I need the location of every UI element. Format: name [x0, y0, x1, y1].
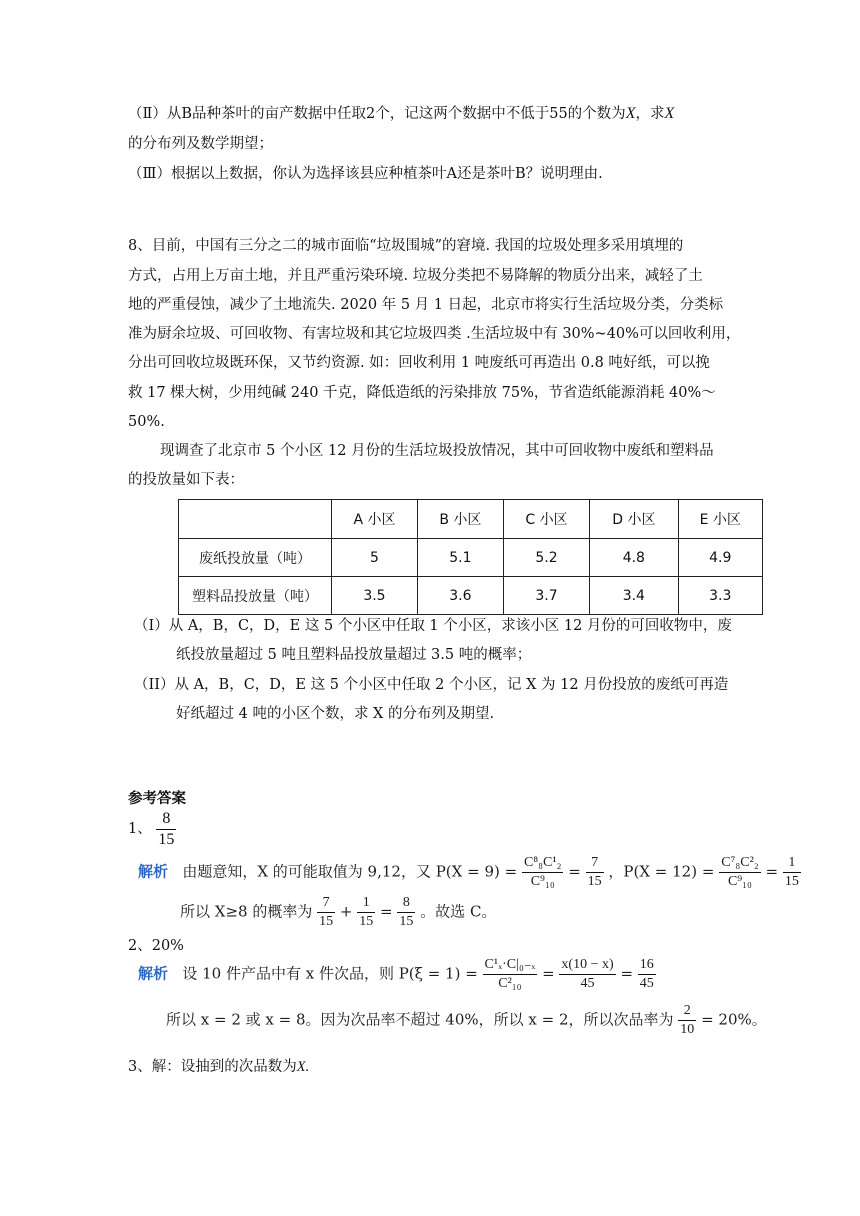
- table-cell: 3.3: [678, 577, 763, 615]
- table-cell: 4.9: [678, 539, 763, 577]
- row-label: 废纸投放量（吨）: [179, 539, 332, 577]
- q8-line-1: 8、目前，中国有三分之二的城市面临“垃圾围城”的窘境. 我国的垃圾处理多采用填埋的: [128, 238, 684, 254]
- combination-fraction: $\frac{\text{C⁷₈C²₂}}{\text{C⁹₁₀}}$: [721, 855, 759, 889]
- table-header-cell: D 小区: [590, 500, 678, 539]
- table-cell: 3.5: [332, 577, 418, 615]
- fraction: $\frac{8}{15}$: [399, 895, 414, 929]
- result-fraction: $\frac{16}{45}$: [639, 957, 654, 991]
- table-cell: 5.1: [417, 539, 503, 577]
- fraction: $\frac{7}{15}$: [319, 895, 334, 929]
- table-row: [179, 577, 763, 615]
- fraction: $\frac{1}{15}$: [359, 895, 374, 929]
- q8-part2-b: 好纸超过 4 吨的小区个数，求 X 的分布列及期望.: [176, 706, 495, 722]
- table-header-cell: B 小区: [417, 500, 503, 539]
- table-header-cell: E 小区: [678, 500, 763, 539]
- q7-part2-cont: 的分布列及数学期望；: [128, 136, 273, 152]
- q8-line-5: 分出可回收垃圾既环保，又节约资源. 如：回收利用 1 吨废纸可再造出 0.8 吨好纸，可以挽: [128, 355, 710, 371]
- q8-line-4: 准为厨余垃圾、可回收物、有害垃圾和其它垃圾四类 .生活垃圾中有 30%~40%可以回收利用，: [128, 326, 741, 342]
- q8-line-2: 方式，占用上万亩土地，并且严重污染环境. 垃圾分类把不易降解的物质分出来，减轻了土: [128, 268, 703, 284]
- table-row: [179, 539, 763, 577]
- q8-line-7: 50%.: [128, 414, 165, 430]
- jiexi-label: 解析: [138, 964, 169, 983]
- table-header-cell: A 小区: [332, 500, 418, 539]
- row-label: 塑料品投放量（吨）: [179, 577, 332, 615]
- q7-part2: （Ⅱ）从B品种茶叶的亩产数据中任取2个，记这两个数据中不低于55的个数为X，求X: [128, 105, 675, 122]
- table-cell: 3.4: [590, 577, 678, 615]
- solution-1-line-1: 解析 由题意知，X 的可能取值为 9,12，又 P(X = 9) = $\frac{\text{C⁸₈C¹₂}}{\text{C⁹₁₀}}$ = $\frac{7}{15}$ ，P(X = 12) = $\frac{\text{C⁷₈C²₂}}{\text{C⁹₁₀}}$ = $\frac{1}{15}$: [138, 855, 799, 889]
- table-cell: 3.7: [503, 577, 589, 615]
- q8-part1-a: （I）从 A，B，C，D，E 这 5 个小区中任取 1 个小区，求该小区 12 月份的可回收物中，废: [134, 618, 732, 634]
- q7-part3: （Ⅲ）根据以上数据，你认为选择该县应种植茶叶A还是茶叶B？说明理由.: [128, 166, 603, 182]
- answer-1: 1、 $\frac{8}{15}$: [128, 809, 175, 848]
- table-header-row: [179, 500, 763, 539]
- q8-line-8: 现调查了北京市 5 个小区 12 月份的生活垃圾投放情况，其中可回收物中废纸和塑料品: [160, 443, 714, 459]
- q8-line-3: 地的严重侵蚀，减少了土地流失. 2020 年 5 月 1 日起，北京市将实行生活垃圾分类，分类标: [128, 297, 724, 313]
- answer-1-fraction: $\frac{8}{15}$: [158, 809, 175, 848]
- result-fraction: $\frac{1}{15}$: [784, 855, 799, 889]
- fraction: $\frac{2}{10}$: [680, 1003, 695, 1037]
- expression-fraction: $\frac{x(10 - x)}{45}$: [561, 957, 614, 991]
- table-cell: 5.2: [503, 539, 589, 577]
- answers-heading: 参考答案: [128, 790, 186, 807]
- table-cell: 4.8: [590, 539, 678, 577]
- jiexi-label: 解析: [138, 862, 169, 881]
- answer-3: 3、解：设抽到的次品数为X.: [128, 1059, 310, 1075]
- solution-1-line-2: 所以 X≥8 的概率为 $\frac{7}{15}$ + $\frac{1}{15}$ = $\frac{8}{15}$ 。故选 C。: [180, 895, 497, 929]
- q8-part2-a: （II）从 A，B，C，D，E 这 5 个小区中任取 2 个小区，记 X 为 12 月份投放的废纸可再造: [134, 677, 729, 693]
- q8-line-6: 救 17 棵大树，少用纯碱 240 千克，降低造纸的污染排放 75%，节省造纸能源消耗 40%～: [128, 385, 716, 401]
- solution-2-line-1: 解析 设 10 件产品中有 x 件次品，则 P(ξ = 1) = $\frac{\text{C¹ₓ·C|₀₋ₓ}}{\text{C²₁₀}}$ = $\frac{x(10 - x)}{45}$ = $\frac{16}{45}$: [138, 957, 654, 991]
- result-fraction: $\frac{7}{15}$: [587, 855, 602, 889]
- q8-line-9: 的投放量如下表：: [128, 472, 244, 488]
- table-cell: 3.6: [417, 577, 503, 615]
- recycling-table: [178, 499, 763, 615]
- combination-fraction: $\frac{\text{C¹ₓ·C|₀₋ₓ}}{\text{C²₁₀}}$: [484, 957, 536, 991]
- table-cell: 5: [332, 539, 418, 577]
- combination-fraction: $\frac{\text{C⁸₈C¹₂}}{\text{C⁹₁₀}}$: [523, 855, 562, 889]
- q8-part1-b: 纸投放量超过 5 吨且塑料品投放量超过 3.5 吨的概率；: [176, 647, 532, 663]
- table-header-cell: C 小区: [503, 500, 589, 539]
- table-header-cell: [179, 500, 332, 539]
- solution-2-line-2: 所以 x = 2 或 x = 8。因为次品率不超过 40%，所以 x = 2，所以次品率为 $\frac{2}{10}$ = 20%。: [166, 1003, 767, 1037]
- answer-2: 2、20%: [128, 938, 184, 954]
